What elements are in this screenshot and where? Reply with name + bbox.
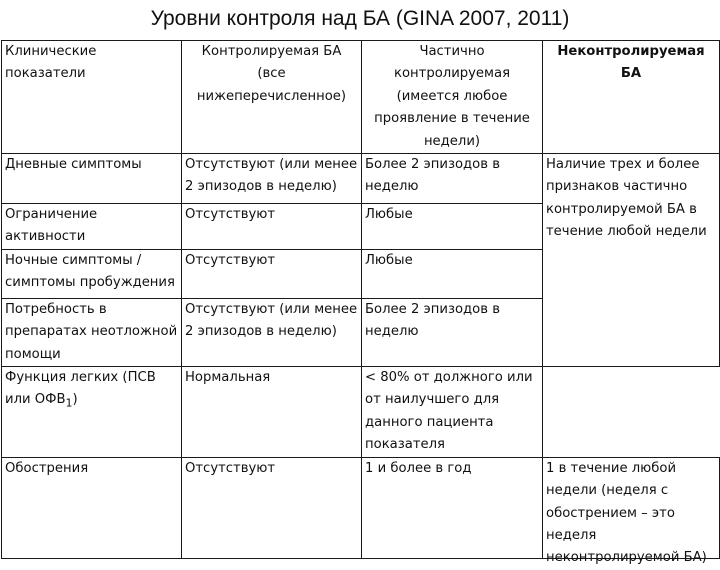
page-title: Уровни контроля над БА (GINA 2007, 2011) — [150, 7, 570, 30]
header-indicators — [2, 41, 182, 154]
table-row — [2, 154, 720, 204]
row-indicator: Ограничение активности — [2, 204, 182, 250]
row-indicator: Обострения — [2, 457, 182, 558]
header-indicators-label: Клинические показатели — [5, 44, 97, 82]
row-partial: < 80% от должного или от наилучшего для данного пациента показателя — [362, 367, 543, 458]
row-partial: Более 2 эпизодов в неделю — [362, 298, 543, 366]
header-partial-note: (имеется любое проявление в течение недели) — [374, 88, 530, 149]
row-indicator: Потребность в препаратах неотложной помощи — [2, 298, 182, 366]
header-row — [2, 41, 720, 154]
row-partial: 1 и более в год — [362, 457, 543, 558]
header-controlled-label: Контролируемая БА — [201, 44, 342, 59]
header-partial-label: Частично контролируемая — [393, 44, 511, 82]
lung-function-label-end: ) — [72, 392, 78, 408]
row-indicator: Ночные симптомы / симптомы пробуждения — [2, 249, 182, 298]
uncontrolled-exacerbation-cell — [543, 457, 720, 566]
header-partial — [362, 41, 543, 154]
row-controlled: Отсутствуют — [182, 249, 362, 298]
table-row — [2, 457, 720, 558]
row-controlled: Отсутствуют — [182, 204, 362, 250]
row-partial: Более 2 эпизодов в неделю — [362, 154, 543, 204]
lung-function-label: Функция легких (ПСВ или ОФВ — [5, 370, 156, 408]
row-indicator — [2, 367, 182, 458]
row-controlled: Нормальная — [182, 367, 362, 458]
row-partial: Любые — [362, 249, 543, 298]
row-controlled: Отсутствуют — [182, 457, 362, 558]
uncontrolled-exacerbation: 1 в течение любой недели (неделя с обострением – это неделя неконтролируемой БА) — [546, 460, 707, 566]
header-controlled — [182, 41, 362, 154]
table-row — [2, 367, 720, 458]
row-controlled: Отсутствуют (или менее 2 эпизодов в неделю) — [182, 154, 362, 204]
asthma-control-table — [1, 40, 720, 566]
row-controlled: Отсутствуют (или менее 2 эпизодов в неделю) — [182, 298, 362, 366]
row-partial: Любые — [362, 204, 543, 250]
row-indicator: Дневные симптомы — [2, 154, 182, 204]
header-uncontrolled — [543, 41, 720, 154]
lung-function-subscript: 1 — [65, 397, 73, 411]
header-controlled-note: (все нижеперечисленное) — [196, 66, 347, 104]
uncontrolled-criteria: Наличие трех и более признаков частично контролируемой БА в течение любой недели — [543, 154, 720, 367]
header-uncontrolled-label: Неконтролируемая БА — [557, 44, 705, 82]
